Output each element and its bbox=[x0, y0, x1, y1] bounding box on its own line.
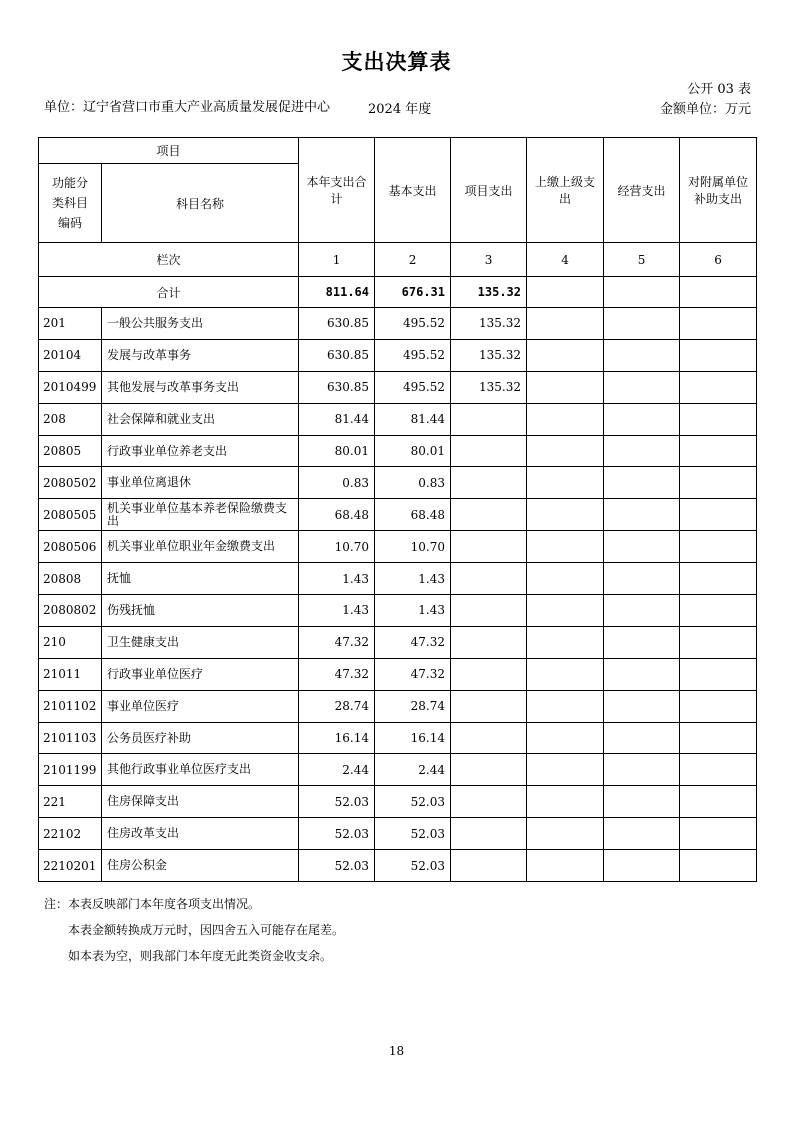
amount-superior bbox=[527, 754, 604, 786]
subject-code: 210 bbox=[39, 626, 102, 658]
amount-project: 135.32 bbox=[451, 339, 527, 371]
subject-name: 行政事业单位医疗 bbox=[102, 658, 299, 690]
table-row bbox=[39, 658, 757, 690]
amount-basic: 80.01 bbox=[375, 435, 451, 467]
amount-business bbox=[604, 339, 680, 371]
amount-total: 16.14 bbox=[299, 722, 375, 754]
subject-name: 住房改革支出 bbox=[102, 818, 299, 850]
subject-code: 208 bbox=[39, 403, 102, 435]
amount-total: 80.01 bbox=[299, 435, 375, 467]
amount-superior bbox=[527, 850, 604, 882]
table-row bbox=[39, 754, 757, 786]
amount-business bbox=[604, 754, 680, 786]
column-number: 1 bbox=[299, 243, 375, 277]
total-basic: 676.31 bbox=[375, 277, 451, 308]
subject-code: 2010499 bbox=[39, 371, 102, 403]
amount-superior bbox=[527, 467, 604, 499]
amount-subsidy bbox=[680, 658, 757, 690]
amount-project bbox=[451, 818, 527, 850]
table-row bbox=[39, 403, 757, 435]
table-row bbox=[39, 308, 757, 340]
table-row bbox=[39, 499, 757, 531]
amount-basic: 47.32 bbox=[375, 658, 451, 690]
subject-code: 20104 bbox=[39, 339, 102, 371]
amount-superior bbox=[527, 339, 604, 371]
amount-basic: 495.52 bbox=[375, 371, 451, 403]
amount-project bbox=[451, 722, 527, 754]
amount-total: 47.32 bbox=[299, 658, 375, 690]
table-row bbox=[39, 435, 757, 467]
header-basic: 基本支出 bbox=[375, 138, 451, 243]
amount-business bbox=[604, 308, 680, 340]
amount-project bbox=[451, 658, 527, 690]
subject-code: 2080802 bbox=[39, 595, 102, 627]
subject-name: 伤残抚恤 bbox=[102, 595, 299, 627]
amount-subsidy bbox=[680, 754, 757, 786]
unit-label: 单位：辽宁省营口市重大产业高质量发展促进中心 bbox=[44, 100, 331, 115]
amount-business bbox=[604, 850, 680, 882]
amount-project bbox=[451, 531, 527, 563]
table-row bbox=[39, 531, 757, 563]
header-function-code: 功能分类科目编码 bbox=[39, 164, 102, 243]
subject-code: 20808 bbox=[39, 563, 102, 595]
table-row bbox=[39, 339, 757, 371]
amount-subsidy bbox=[680, 435, 757, 467]
amount-basic: 47.32 bbox=[375, 626, 451, 658]
amount-business bbox=[604, 371, 680, 403]
amount-total: 52.03 bbox=[299, 818, 375, 850]
amount-subsidy bbox=[680, 308, 757, 340]
amount-business bbox=[604, 467, 680, 499]
subject-name: 抚恤 bbox=[102, 563, 299, 595]
amount-subsidy bbox=[680, 339, 757, 371]
amount-superior bbox=[527, 531, 604, 563]
amount-basic: 0.83 bbox=[375, 467, 451, 499]
amount-subsidy bbox=[680, 786, 757, 818]
amount-basic: 16.14 bbox=[375, 722, 451, 754]
subject-code: 22102 bbox=[39, 818, 102, 850]
amount-business bbox=[604, 563, 680, 595]
amount-basic: 495.52 bbox=[375, 308, 451, 340]
total-project: 135.32 bbox=[451, 277, 527, 308]
amount-basic: 1.43 bbox=[375, 595, 451, 627]
total-subsidy bbox=[680, 277, 757, 308]
header-subject-name: 科目名称 bbox=[102, 164, 299, 243]
amount-basic: 52.03 bbox=[375, 786, 451, 818]
amount-basic: 81.44 bbox=[375, 403, 451, 435]
amount-project bbox=[451, 626, 527, 658]
column-number: 6 bbox=[680, 243, 757, 277]
amount-business bbox=[604, 690, 680, 722]
amount-project bbox=[451, 435, 527, 467]
subject-name: 其他行政事业单位医疗支出 bbox=[102, 754, 299, 786]
column-label: 栏次 bbox=[39, 243, 299, 277]
amount-business bbox=[604, 626, 680, 658]
amount-subsidy bbox=[680, 467, 757, 499]
amount-superior bbox=[527, 499, 604, 531]
amount-project bbox=[451, 786, 527, 818]
table-row bbox=[39, 818, 757, 850]
subject-name: 事业单位离退休 bbox=[102, 467, 299, 499]
amount-superior bbox=[527, 435, 604, 467]
subject-name: 社会保障和就业支出 bbox=[102, 403, 299, 435]
amount-business bbox=[604, 531, 680, 563]
header-total: 本年支出合计 bbox=[299, 138, 375, 243]
amount-basic: 1.43 bbox=[375, 563, 451, 595]
subject-name: 其他发展与改革事务支出 bbox=[102, 371, 299, 403]
amount-project bbox=[451, 690, 527, 722]
amount-subsidy bbox=[680, 531, 757, 563]
amount-subsidy bbox=[680, 690, 757, 722]
amount-project bbox=[451, 595, 527, 627]
amount-business bbox=[604, 786, 680, 818]
page-title: 支出决算表 bbox=[341, 50, 452, 74]
subject-name: 机关事业单位基本养老保险缴费支出 bbox=[102, 499, 299, 531]
table-row bbox=[39, 722, 757, 754]
amount-basic: 495.52 bbox=[375, 339, 451, 371]
note-line: 注：本表反映部门本年度各项支出情况。 bbox=[44, 897, 261, 911]
amount-basic: 52.03 bbox=[375, 818, 451, 850]
subject-name: 行政事业单位养老支出 bbox=[102, 435, 299, 467]
amount-project bbox=[451, 403, 527, 435]
subject-code: 2080505 bbox=[39, 499, 102, 531]
amount-superior bbox=[527, 690, 604, 722]
table-row bbox=[39, 371, 757, 403]
amount-total: 81.44 bbox=[299, 403, 375, 435]
total-business bbox=[604, 277, 680, 308]
amount-project: 135.32 bbox=[451, 308, 527, 340]
subject-code: 2080502 bbox=[39, 467, 102, 499]
table-row bbox=[39, 595, 757, 627]
amount-basic: 2.44 bbox=[375, 754, 451, 786]
amount-business bbox=[604, 403, 680, 435]
amount-business bbox=[604, 435, 680, 467]
note-line: 本表金额转换成万元时，因四舍五入可能存在尾差。 bbox=[68, 923, 345, 937]
subject-code: 221 bbox=[39, 786, 102, 818]
amount-basic: 52.03 bbox=[375, 850, 451, 882]
amount-project bbox=[451, 467, 527, 499]
amount-total: 630.85 bbox=[299, 308, 375, 340]
amount-superior bbox=[527, 786, 604, 818]
amount-business bbox=[604, 658, 680, 690]
amount-subsidy bbox=[680, 499, 757, 531]
amount-superior bbox=[527, 371, 604, 403]
amount-total: 0.83 bbox=[299, 467, 375, 499]
header-superior: 上缴上级支出 bbox=[527, 138, 604, 243]
subject-code: 2101102 bbox=[39, 690, 102, 722]
amount-total: 2.44 bbox=[299, 754, 375, 786]
table-row bbox=[39, 850, 757, 882]
amount-superior bbox=[527, 658, 604, 690]
amount-superior bbox=[527, 308, 604, 340]
column-number: 2 bbox=[375, 243, 451, 277]
amount-business bbox=[604, 595, 680, 627]
subject-name: 机关事业单位职业年金缴费支出 bbox=[102, 531, 299, 563]
header-project: 项目 bbox=[39, 138, 299, 164]
table-row bbox=[39, 626, 757, 658]
amount-basic: 10.70 bbox=[375, 531, 451, 563]
amount-total: 630.85 bbox=[299, 339, 375, 371]
form-number: 公开 03 表 bbox=[687, 82, 751, 97]
amount-subsidy bbox=[680, 850, 757, 882]
amount-project bbox=[451, 499, 527, 531]
amount-total: 47.32 bbox=[299, 626, 375, 658]
header-project-expenditure: 项目支出 bbox=[451, 138, 527, 243]
amount-superior bbox=[527, 403, 604, 435]
subject-name: 公务员医疗补助 bbox=[102, 722, 299, 754]
amount-total: 10.70 bbox=[299, 531, 375, 563]
amount-total: 28.74 bbox=[299, 690, 375, 722]
column-number: 3 bbox=[451, 243, 527, 277]
amount-total: 630.85 bbox=[299, 371, 375, 403]
year-label: 2024 年度 bbox=[368, 102, 432, 117]
amount-superior bbox=[527, 818, 604, 850]
amount-subsidy bbox=[680, 403, 757, 435]
subject-code: 2210201 bbox=[39, 850, 102, 882]
amount-superior bbox=[527, 563, 604, 595]
amount-subsidy bbox=[680, 722, 757, 754]
subject-name: 事业单位医疗 bbox=[102, 690, 299, 722]
amount-subsidy bbox=[680, 371, 757, 403]
amount-basic: 68.48 bbox=[375, 499, 451, 531]
amount-total: 1.43 bbox=[299, 595, 375, 627]
amount-project bbox=[451, 563, 527, 595]
amount-basic: 28.74 bbox=[375, 690, 451, 722]
amount-business bbox=[604, 722, 680, 754]
page-number: 18 bbox=[388, 1044, 405, 1058]
column-number: 4 bbox=[527, 243, 604, 277]
subject-name: 住房保障支出 bbox=[102, 786, 299, 818]
subject-code: 201 bbox=[39, 308, 102, 340]
total-label: 合计 bbox=[39, 277, 299, 308]
subject-name: 一般公共服务支出 bbox=[102, 308, 299, 340]
amount-subsidy bbox=[680, 563, 757, 595]
expenditure-table bbox=[38, 137, 757, 882]
subject-name: 住房公积金 bbox=[102, 850, 299, 882]
amount-subsidy bbox=[680, 626, 757, 658]
total-row bbox=[39, 277, 757, 308]
subject-code: 2101103 bbox=[39, 722, 102, 754]
amount-subsidy bbox=[680, 595, 757, 627]
column-number: 5 bbox=[604, 243, 680, 277]
header-business: 经营支出 bbox=[604, 138, 680, 243]
amount-total: 1.43 bbox=[299, 563, 375, 595]
table-row bbox=[39, 786, 757, 818]
total-amount: 811.64 bbox=[299, 277, 375, 308]
amount-superior bbox=[527, 595, 604, 627]
amount-total: 68.48 bbox=[299, 499, 375, 531]
money-unit-label: 金额单位：万元 bbox=[659, 102, 751, 117]
header-subsidy: 对附属单位补助支出 bbox=[680, 138, 757, 243]
subject-name: 发展与改革事务 bbox=[102, 339, 299, 371]
notes bbox=[44, 891, 344, 969]
amount-superior bbox=[527, 722, 604, 754]
subject-code: 2101199 bbox=[39, 754, 102, 786]
amount-business bbox=[604, 818, 680, 850]
amount-total: 52.03 bbox=[299, 786, 375, 818]
amount-total: 52.03 bbox=[299, 850, 375, 882]
subject-code: 2080506 bbox=[39, 531, 102, 563]
amount-project: 135.32 bbox=[451, 371, 527, 403]
amount-subsidy bbox=[680, 818, 757, 850]
amount-project bbox=[451, 754, 527, 786]
table-row bbox=[39, 563, 757, 595]
subject-name: 卫生健康支出 bbox=[102, 626, 299, 658]
amount-business bbox=[604, 499, 680, 531]
total-superior bbox=[527, 277, 604, 308]
table-row bbox=[39, 690, 757, 722]
note-line: 如本表为空，则我部门本年度无此类资金收支余。 bbox=[68, 949, 333, 963]
table-row bbox=[39, 467, 757, 499]
amount-superior bbox=[527, 626, 604, 658]
subject-code: 21011 bbox=[39, 658, 102, 690]
subject-code: 20805 bbox=[39, 435, 102, 467]
amount-project bbox=[451, 850, 527, 882]
